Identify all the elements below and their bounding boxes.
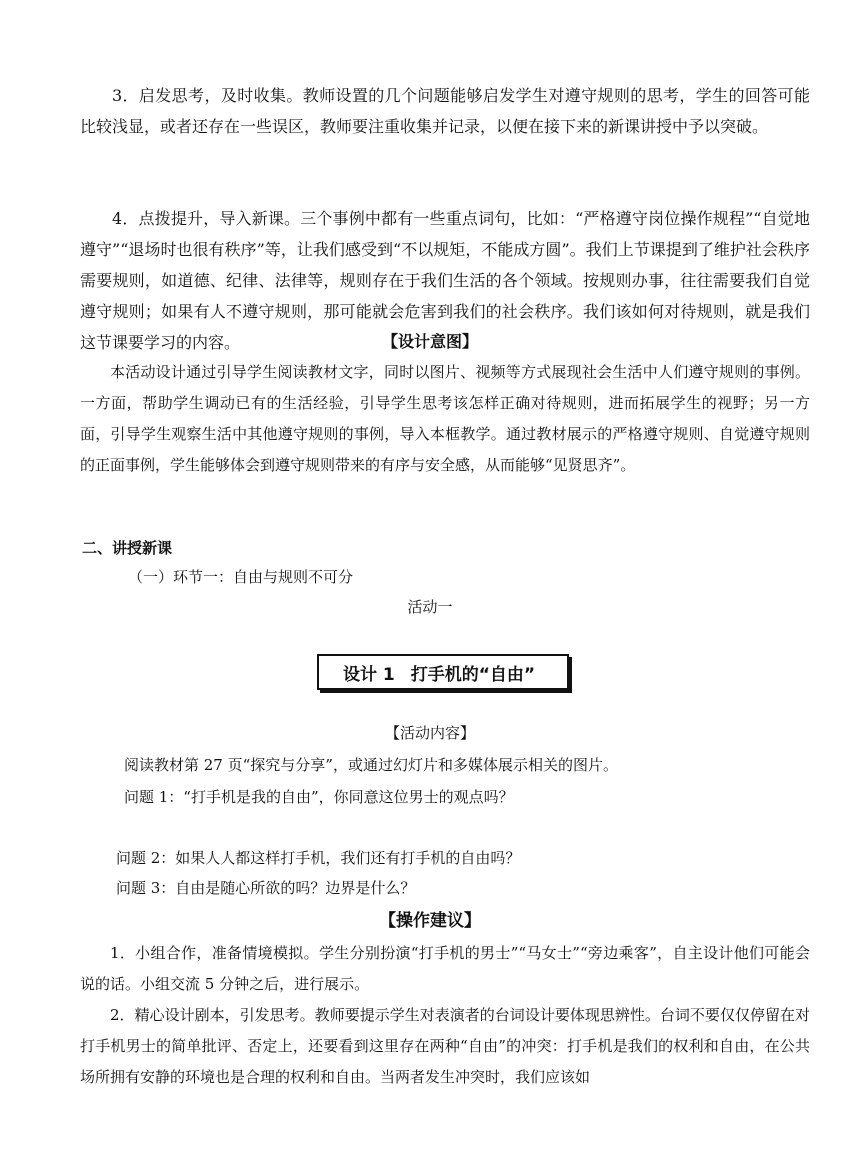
question-3: 问题 3：自由是随心所欲的吗？边界是什么？	[116, 879, 416, 897]
operation-suggestion-1: 1．小组合作，准备情境模拟。学生分别扮演“打手机的男士”“马女士”“旁边乘客”，自主设计他们可能会说的话。小组交流 5 分钟之后，进行展示。	[80, 944, 810, 993]
paragraph-4: 4．点拨提升，导入新课。三个事例中都有一些重点词句，比如：“严格遵守岗位操作规程”“自觉地遵守”“退场时也很有秩序”等，让我们感受到“不以规矩，不能成方圆”。我们上节课提到了维护社会秩序需要规则，如道德、纪律、法律等，规则存在于我们生活的各个领域。按规则办事，往往需要我们自觉遵守规则；如果有人不遵守规则，那可能就会危害到我们的社会秩序。我们该如何对待规则，就是我们这节课要学习的内容。	[80, 209, 810, 352]
design-box	[317, 654, 569, 690]
question-2: 问题 2：如果人人都这样打手机，我们还有打手机的自由吗？	[116, 849, 521, 867]
question-1: 问题 1：“打手机是我的自由”，你同意这位男士的观点吗？	[124, 788, 514, 806]
paragraph-3: 3．启发思考，及时收集。教师设置的几个问题能够启发学生对遵守规则的思考，学生的回答可能比较浅显，或者还存在一些误区，教师要注重收集并记录，以便在接下来的新课讲授中予以突破。	[80, 86, 810, 136]
operation-suggestion-2: 2．精心设计剧本，引发思考。教师要提示学生对表演者的台词设计要体现思辨性。台词不要仅仅停留在对打手机男士的简单批评、否定上，还要看到这里存在两种“自由”的冲突：打手机是我们的权利和自由，在公共场所拥有安静的环境也是合理的权利和自由。当两者发生冲突时，我们应该如	[80, 1006, 810, 1086]
design-intent-heading: 【设计意图】	[381, 332, 478, 351]
design-box-number: 设计 1	[343, 664, 395, 685]
subsection-title: （一）环节一：自由与规则不可分	[128, 568, 354, 586]
activity-title: 活动一	[407, 598, 453, 616]
design-intent-paragraph: 本活动设计通过引导学生阅读教材文字，同时以图片、视频等方式展现社会生活中人们遵守规则的事例。一方面，帮助学生调动已有的生活经验，引导学生思考该怎样正确对待规则，进而拓展学生的视野；另一方面，引导学生观察生活中其他遵守规则的事例，导入本框教学。通过教材展示的严格遵守规则、自觉遵守规则的正面事例，学生能够体会到遵守规则带来的有序与安全感，从而能够“见贤思齐”。	[80, 363, 810, 474]
section-title: 二、讲授新课	[82, 539, 173, 557]
design-box-title: 打手机的“自由”	[410, 664, 536, 685]
activity-content-heading: 【活动内容】	[384, 724, 475, 742]
activity-content-line: 阅读教材第 27 页“探究与分享”，或通过幻灯片和多媒体展示相关的图片。	[124, 756, 618, 774]
operation-heading: 【操作建议】	[379, 911, 481, 931]
